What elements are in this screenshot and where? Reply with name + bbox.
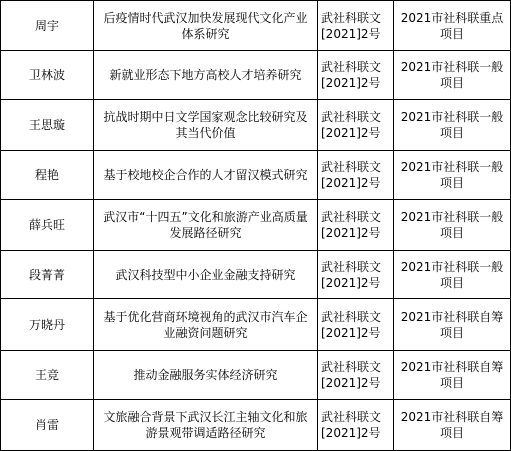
table-row: [1, 251, 511, 299]
applicant-name: 卫林波: [1, 51, 94, 100]
project-category: 2021市社科联一般项目: [394, 151, 511, 200]
approval-document-number: 武社科联文[2021]2号: [318, 1, 394, 51]
approval-document-number: 武社科联文[2021]2号: [318, 100, 394, 151]
table-row: [1, 351, 511, 400]
table-row: [1, 400, 511, 451]
project-title: 文旅融合背景下武汉长江主轴文化和旅游景观带调适路径研究: [94, 400, 318, 451]
project-title: 武汉市“十四五”文化和旅游产业高质量发展路径研究: [94, 200, 318, 251]
table-row: [1, 1, 511, 51]
project-category: 2021市社科联一般项目: [394, 200, 511, 251]
applicant-name: 王竞: [1, 351, 94, 400]
approval-document-number: 武社科联文[2021]2号: [318, 299, 394, 351]
project-title: 基于校地校企合作的人才留汉模式研究: [94, 151, 318, 200]
approval-document-number: 武社科联文[2021]2号: [318, 400, 394, 451]
table-row: [1, 299, 511, 351]
applicant-name: 肖雷: [1, 400, 94, 451]
approval-document-number: 武社科联文[2021]2号: [318, 351, 394, 400]
approval-document-number: 武社科联文[2021]2号: [318, 200, 394, 251]
project-title: 推动金融服务实体经济研究: [94, 351, 318, 400]
table-row: [1, 151, 511, 200]
project-title: 后疫情时代武汉加快发展现代文化产业体系研究: [94, 1, 318, 51]
project-category: 2021市社科联一般项目: [394, 100, 511, 151]
applicant-name: 万晓丹: [1, 299, 94, 351]
approval-document-number: 武社科联文[2021]2号: [318, 151, 394, 200]
table-row: [1, 51, 511, 100]
project-title: 新就业形态下地方高校人才培养研究: [94, 51, 318, 100]
applicant-name: 周宇: [1, 1, 94, 51]
project-title: 基于优化营商环境视角的武汉市汽车企业融资问题研究: [94, 299, 318, 351]
project-category: 2021市社科联一般项目: [394, 51, 511, 100]
project-category: 2021市社科联自筹项目: [394, 299, 511, 351]
project-category: 2021市社科联自筹项目: [394, 400, 511, 451]
approval-document-number: 武社科联文[2021]2号: [318, 51, 394, 100]
project-category: 2021市社科联自筹项目: [394, 351, 511, 400]
table-row: [1, 100, 511, 151]
applicant-name: 段菁菁: [1, 251, 94, 299]
project-category: 2021市社科联一般项目: [394, 251, 511, 299]
applicant-name: 薛兵旺: [1, 200, 94, 251]
project-title: 武汉科技型中小企业金融支持研究: [94, 251, 318, 299]
applicant-name: 程艳: [1, 151, 94, 200]
project-category: 2021市社科联重点项目: [394, 1, 511, 51]
approval-document-number: 武社科联文[2021]2号: [318, 251, 394, 299]
applicant-name: 王思璇: [1, 100, 94, 151]
project-title: 抗战时期中日文学国家观念比较研究及其当代价值: [94, 100, 318, 151]
table-row: [1, 200, 511, 251]
